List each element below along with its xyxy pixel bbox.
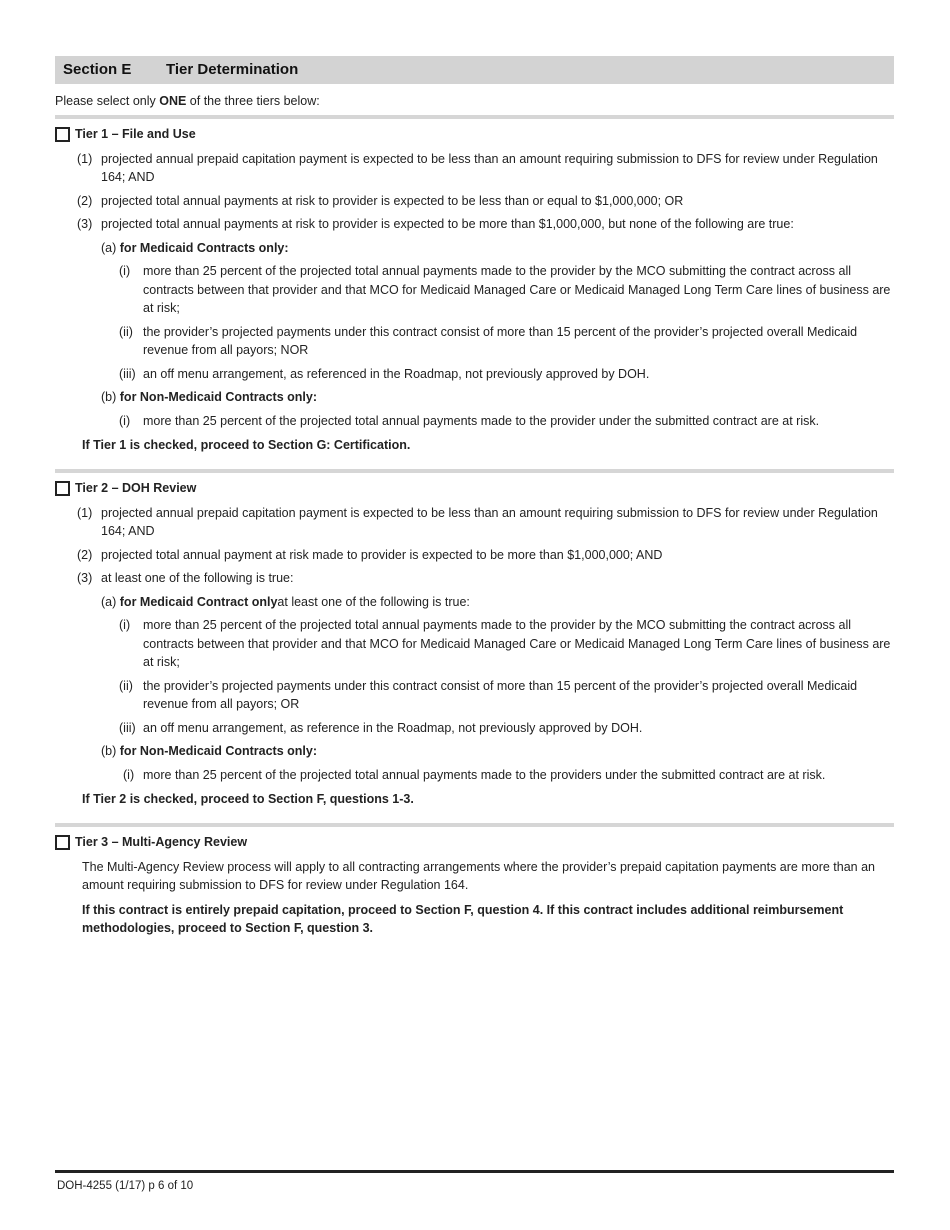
list-item: (i) more than 25 percent of the projected total annual payments made to the provider by the MCO submitting the contract across all contracts between that provider and that MCO for Medicaid Managed Care or Medicaid Managed Long Term Care lines of business are at risk; [119,264,891,315]
divider [55,115,894,119]
page-footer: DOH-4255 (1/17) p 6 of 10 [57,1180,194,1192]
list-item: (1) projected annual prepaid capitation payment is expected to be less than an amount requiring submission to DFS for review under Regulation 164; AND [77,505,878,538]
tier-2-checkbox[interactable] [55,481,70,496]
divider [55,823,894,827]
sub-heading: (a) for Medicaid Contract only at least one of the following is true: [101,594,470,609]
footer-divider [55,1170,894,1173]
tier-3-proceed: If this contract is entirely prepaid capitation, proceed to Section F, question 4. If this contract includes additional reimbursement methodologies, proceed to Section F, question 3. [82,902,844,935]
tier-1-checkbox[interactable] [55,127,70,142]
list-item: (ii) the provider’s projected payments under this contract consist of more than 15 percent of the provider’s projected overall Medicaid revenue from all payors; NOR [119,324,858,357]
tier-1-block [55,125,894,455]
list-item: (1) projected annual prepaid capitation payment is expected to be less than an amount requiring submission to DFS for review under Regulation 164; AND [77,151,878,184]
divider [55,469,894,473]
tier-1-title: Tier 1 – File and Use [75,127,196,142]
section-header [55,56,894,84]
tier-3-description: The Multi-Agency Review process will apply to all contracting arrangements where the provider’s prepaid capitation payments are more than an amount requiring submission to DFS for review under Regulation 164. [82,859,875,892]
list-item: (iii) an off menu arrangement, as referenced in the Roadmap, not previously approved by DOH. [119,366,650,381]
list-item: (2) projected total annual payments at risk to provider is expected to be less than or equal to $1,000,000; OR [77,193,684,208]
tier-3-title: Tier 3 – Multi-Agency Review [75,835,248,850]
tier-1-proceed: If Tier 1 is checked, proceed to Section G: Certification. [82,438,411,452]
tier-2-title: Tier 2 – DOH Review [75,481,197,496]
list-item: (iii) an off menu arrangement, as reference in the Roadmap, not previously approved by DOH. [119,720,643,735]
form-page [55,56,894,938]
list-item: (3) projected total annual payments at risk to provider is expected to be more than $1,000,000, but none of the following are true: [77,217,794,231]
list-item: (2) projected total annual payment at risk made to provider is expected to be more than $1,000,000; AND [77,547,663,562]
tier-2-block [55,479,894,809]
list-item: (3) at least one of the following is true: [77,571,294,585]
sub-heading: (b) for Non-Medicaid Contracts only: [101,390,317,404]
sub-heading: (b) for Non-Medicaid Contracts only: [101,744,317,758]
list-item: (i) more than 25 percent of the projected total annual payments made to the provider by the MCO submitting the contract across all contracts between that provider and that MCO for Medicaid Managed Care or Medicaid Managed Long Term Care lines of business are at risk; [119,618,891,669]
section-title: Tier Determination [166,60,299,78]
tier-3-checkbox[interactable] [55,835,70,850]
tier-2-proceed: If Tier 2 is checked, proceed to Section F, questions 1-3. [82,792,414,806]
list-item: (ii) the provider’s projected payments under this contract consist of more than 15 percent of the provider’s projected overall Medicaid revenue from all payors; OR [119,678,858,711]
intro-text: Please select only ONE of the three tiers below: [55,94,320,108]
sub-heading: (a) for Medicaid Contracts only: [101,240,289,255]
section-label: Section E [63,60,132,78]
list-item: (i) more than 25 percent of the projected total annual payments made to the provider under the submitted contract are at risk. [119,413,820,428]
tier-3-block [55,833,894,938]
list-item: (i) more than 25 percent of the projected total annual payments made to the providers under the submitted contract are at risk. [123,767,826,782]
